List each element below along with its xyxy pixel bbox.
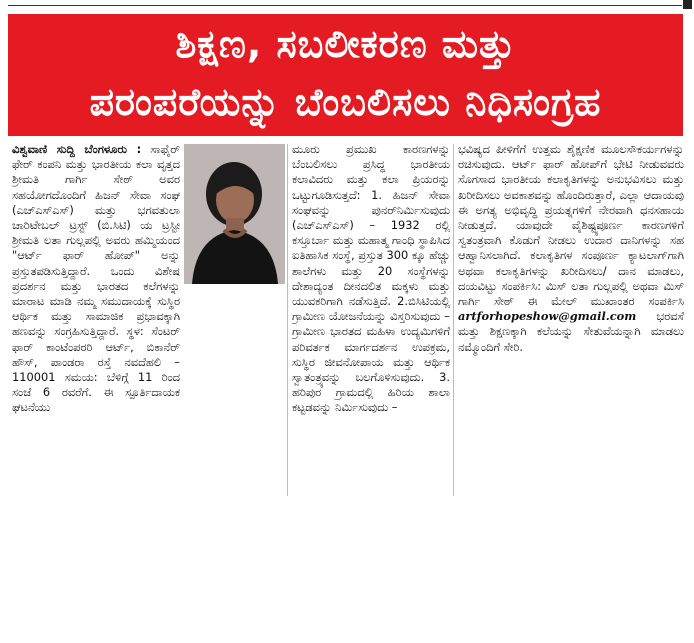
headline-banner xyxy=(8,14,683,136)
column-divider xyxy=(453,144,454,496)
article-column-2-lower xyxy=(185,285,285,643)
contact-email: artforhopeshow@gmail.com xyxy=(458,309,637,324)
column-divider xyxy=(287,144,288,496)
author-photo xyxy=(184,144,285,284)
article-column-3 xyxy=(458,142,684,500)
top-rule-line xyxy=(8,5,682,6)
page-top-rule xyxy=(0,0,694,12)
dateline: ವಿಶ್ವವಾಣಿ ಸುದ್ದಿ ಬೆಂಗಳೂರು : xyxy=(12,142,142,156)
column-3-text: ಭವಿಷ್ಯದ ಪೀಳಿಗೆಗೆ ಉತ್ತಮ ಶೈಕ್ಷಣಿಕ ಮೂಲಸೌಕರ್ಯಗಳನ್ನು ರಚಿಸುವುದು. ಆರ್ಟ್ ಫಾರ್ ಹೋಪ್‌ಗೆ ಭೇಟಿ ನೀಡುವವರು ಸೊಗಸಾದ ಭಾರತೀಯ ಕಲಾಕೃತಿಗಳನ್ನು ಅನುಭವಿಸಲು ಮತ್ತು ಖರೀದಿಸಲು ಅವಕಾಶವನ್ನು ಹೊಂದಿರುತ್ತಾರೆ, ಎಲ್ಲಾ ಆದಾಯವು ಈ ಅಗತ್ಯ ಅಭಿವೃದ್ಧಿ ಪ್ರಯತ್ನಗಳಿಗೆ ನೇರವಾಗಿ ಧನಸಹಾಯ ನೀಡುತ್ತದೆ. ಯಾವುದೇ ವೈಶಿಷ್ಟ್ಯಪೂರ್ಣ ಕಾರಣಗಳಿಗೆ ಸ್ವತಂತ್ರವಾಗಿ ಕೊಡುಗೆ ನೀಡಲು ಉದಾರ ದಾನಿಗಳನ್ನು ಸಹ ಆಹ್ವಾನಿಸಲಾಗಿದೆ. ಕಲಾಕೃತಿಗಳ ಸಂಪೂರ್ಣ ಕ್ಯಾಟಲಾಗ್‌ಗಾಗಿ ಅಥವಾ ಕಲಾಕೃತಿಗಳನ್ನು ಖರೀದಿಸಲು/ ದಾನ ಮಾಡಲು, ದಯವಿಟ್ಟು ಸಂಪರ್ಕಿಸಿ: ಮಿಸ್ ಲತಾ ಗುಲ್ಲಪಲ್ಲಿ ಅಥವಾ ಮಿಸ್ ಗಾರ್ಗಿ ಸೇಠ್ ಈ ಮೇಲ್ ಮುಖಾಂತರ ಸಂಪರ್ಕಿಸಿ xyxy=(458,142,684,309)
article-column-1 xyxy=(12,142,180,500)
headline-line-2: ಪರಂಪರೆಯನ್ನು ಬೆಂಬಲಿಸಲು ನಿಧಿಸಂಗ್ರಹ xyxy=(89,80,602,124)
column-2-text: ಮೂರು ಪ್ರಮುಖ ಕಾರಣಗಳನ್ನು ಬೆಂಬಲಿಸಲು ಪ್ರಸಿದ್ಧ ಭಾರತೀಯ ಕಲಾವಿದರು ಮತ್ತು ಕಲಾ ಪ್ರಿಯರನ್ನು ಒಟ್ಟುಗೂಡಿಸುತ್ತದೆ: 1. ಹಿಜನ್ ಸೇವಾ ಸಂಘವನ್ನು ಪುನರ್‌ನಿರ್ಮಿಸುವುದು (ಎಚ್‌ಎಸ್‌ಎಸ್) – 1932 ರಲ್ಲಿ ಕಸ್ತೂರ್ಬಾ ಮತ್ತು ಮಹಾತ್ಮ ಗಾಂಧಿ ಸ್ಥಾಪಿಸಿದ ಐತಿಹಾಸಿಕ ಸಂಸ್ಥೆ, ಪ್ರಸ್ತುತ 300 ಕ್ಕೂ ಹೆಚ್ಚು ಶಾಲೆಗಳು ಮತ್ತು 20 ಸಂಸ್ಥೆಗಳನ್ನು ದೇಶಾದ್ಯಂತ ದೀನದಲಿತ ಮಕ್ಕಳು ಮತ್ತು ಯುವಕರಿಗಾಗಿ ನಡೆಸುತ್ತಿದೆ. 2.ಬಿಸಿಟಿಯಲ್ಲಿ ಗ್ರಾಮೀಣ ಯೋಜನೆಯನ್ನು ವಿಸ್ತರಿಸುವುದು – ಗ್ರಾಮೀಣ ಭಾರತದ ಮಹಿಳಾ ಉದ್ಯಮಿಗಳಿಗೆ ಪರಿವರ್ತಕ ಮಾರ್ಗದರ್ಶನ ಉಪಕ್ರಮ, ಸುಸ್ಥಿರ ಜೀವನೋಪಾಯ ಮತ್ತು ಆರ್ಥಿಕ ಸ್ವಾತಂತ್ರ್ಯವನ್ನು ಬಲಗೊಳಿಸುವುದು. 3. ಹರಿಪುರ ಗ್ರಾಮದಲ್ಲಿ ಹಿರಿಯ ಶಾಲಾ ಕಟ್ಟಡವನ್ನು ನಿರ್ಮಿಸುವುದು – xyxy=(292,142,450,415)
portrait-image xyxy=(184,144,285,284)
column-1-text: ಸಾಫೈರ್ ಫೇರ್ ಕಂಪನಿ ಮತ್ತು ಭಾರತೀಯ ಕಲಾ ವೃತ್ತದ ಶ್ರೀಮತಿ ಗಾರ್ಗಿ ಸೇಠ್ ಅವರ ಸಹಯೋಗದೊಂದಿಗೆ ಹಿಜನ್ ಸೇವಾ ಸಂಘ (ಎಚ್‌ಎಸ್‌ಎಸ್) ಮತ್ತು ಭಗವತುಲಾ ಚಾರಿಟೇಬಲ್ ಟ್ರಸ್ಟ್ (ಬಿ.ಸಿಟಿ) ಯ ಟ್ರಸ್ಟೀ ಶ್ರೀಮತಿ ಲತಾ ಗುಲ್ಲಪಲ್ಲಿ ಅವರು ಹಮ್ಮಿಯಂದ "ಆರ್ಟ್ ಫಾರ್ ಹೋಪ್" ಅನ್ನು ಪ್ರಸ್ತುತಪಡಿಸುತ್ತಿದ್ದಾರೆ. ಒಂದು ವಿಶೇಷ ಪ್ರದರ್ಶನ ಮತ್ತು ಭಾರತದ ಕಲೆಗಳನ್ನು ಮಾರಾಟ ಮಾಡಿ ನಮ್ಮ ಸಮುದಾಯಕ್ಕೆ ಸುಸ್ಥಿರ ಆರ್ಥಿಕ ಮತ್ತು ಸಾಮಾಜಿಕ ಪ್ರಭಾವಕ್ಕಾಗಿ ಹಣವನ್ನು ಸಂಗ್ರಹಿಸುತ್ತಿದ್ದಾರೆ. ಸ್ಥಳ: ಸೆಂಟರ್ ಫಾರ್ ಕಾಂಟೆಂಪರರಿ ಆರ್ಟ್, ಬಿಕಾನೆರ್ ಹೌಸ್, ಪಾಂಡರಾ ರಸ್ತೆ ನವದೆಹಲಿ – 110001 ಸಮಯ: ಬೆಳಿಗ್ಗೆ 11 ರಿಂದ ಸಂಜೆ 6 ರವರೆಗೆ. ಈ ಸ್ಪೂರ್ತಿದಾಯಕ ಘಟನೆಯು xyxy=(12,142,180,415)
headline-line-1: ಶಿಕ್ಷಣ, ಸಬಲೀಕರಣ ಮತ್ತು xyxy=(175,22,516,66)
article-column-2 xyxy=(292,142,450,500)
corner-square xyxy=(683,0,692,9)
column-3-tail: ಭರವಸೆ ಮತ್ತು ಶಿಕ್ಷಣಕ್ಕಾಗಿ ಕಲೆಯನ್ನು ಸೇತುವೆಯನ್ನಾಗಿ ಮಾಡಲು ನಮ್ಮೊಂದಿಗೆ ಸೇರಿ. xyxy=(458,309,684,354)
